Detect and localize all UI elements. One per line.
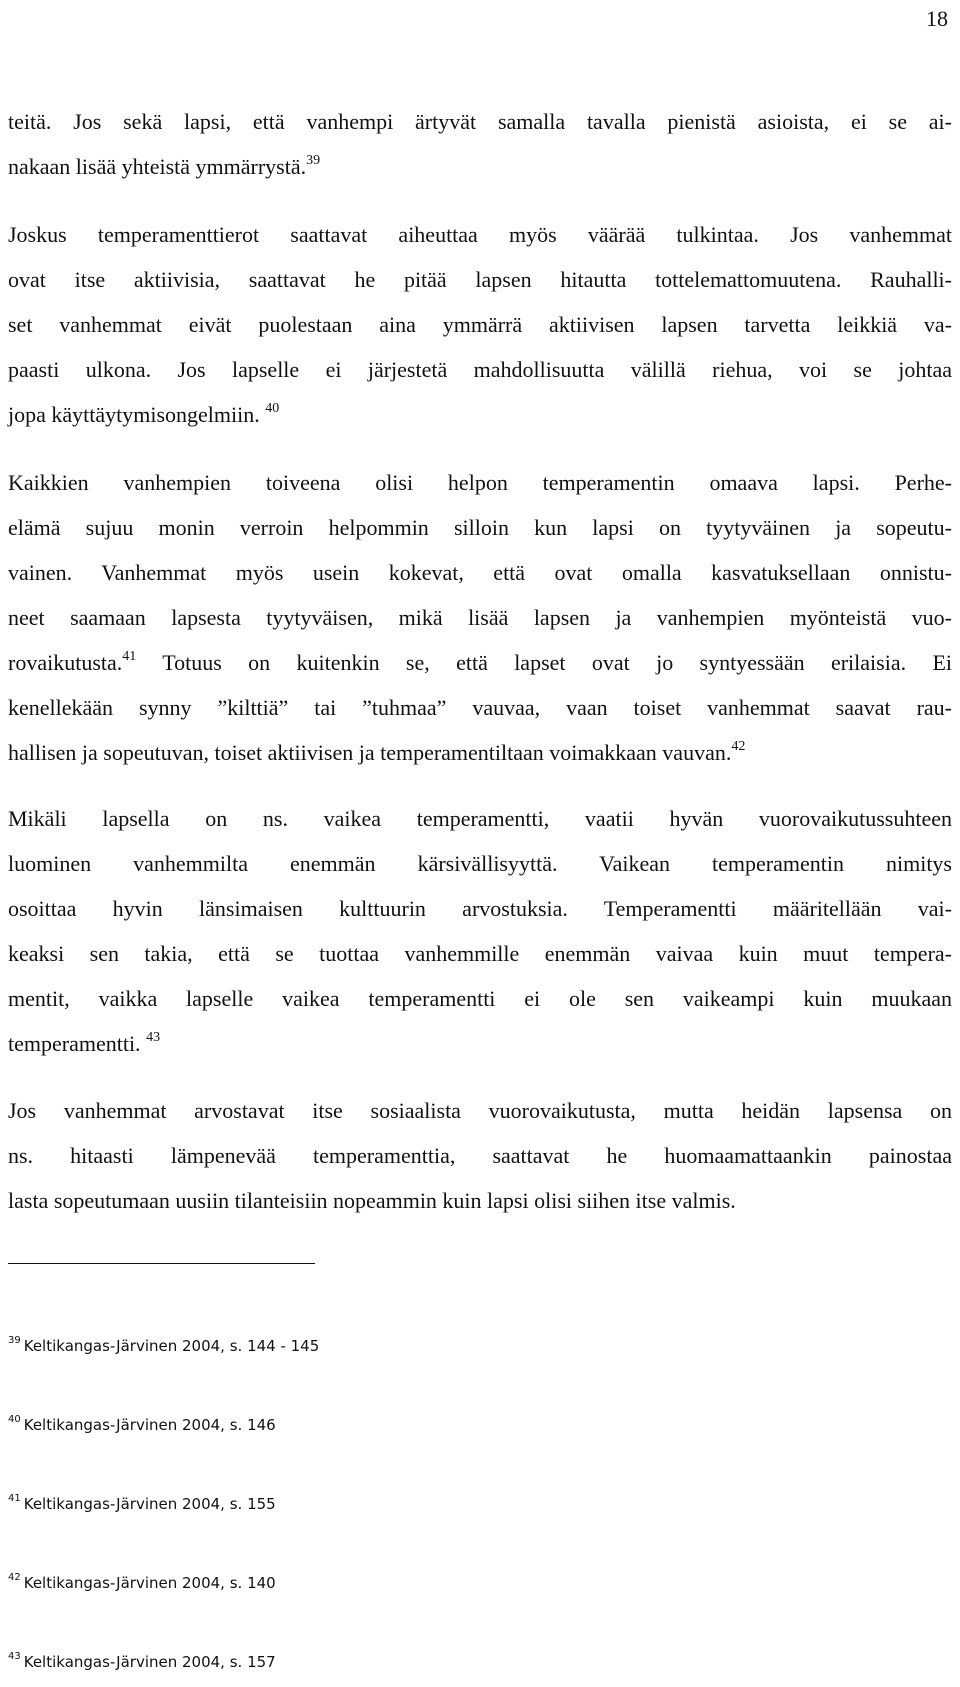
paragraph-3-line-7-text: hallisen ja sopeutuvan, toiset aktiivisen ja temperamentiltaan voimakkaan vauvan.: [8, 740, 732, 765]
paragraph-3-line-5: [8, 649, 952, 675]
paragraph-5-line-3: lasta sopeutumaan uusiin tilanteisiin nopeammin kuin lapsi olisi siihen itse valmis.: [8, 1188, 736, 1213]
footnote-number: 41: [8, 1493, 21, 1504]
paragraph-3-line-1: Kaikkien vanhempien toiveena olisi helpon temperamentin omaava lapsi. Perhe-: [8, 470, 952, 495]
footnote-number: 39: [8, 1335, 21, 1346]
paragraph-5-line-2: ns. hitaasti lämpenevää temperamenttia, saattavat he huomaamattaankin painostaa: [8, 1143, 952, 1168]
paragraph-3-line-5-continuation: Totuus on kuitenkin se, että lapset ovat jo syntyessään erilaisia. Ei: [162, 650, 952, 675]
footnote-40: [8, 1414, 276, 1434]
paragraph-2-line-5-text: jopa käyttäytymisongelmiin.: [8, 402, 260, 427]
paragraph-2-line-3: set vanhemmat eivät puolestaan aina ymmärrä aktiivisen lapsen tarvetta leikkiä va-: [8, 312, 952, 337]
footnote-39: [8, 1335, 320, 1355]
paragraph-2-line-5: [8, 401, 952, 427]
footnote-number: 42: [8, 1572, 21, 1583]
paragraph-1-line-2: [8, 153, 952, 179]
footnote-text: Keltikangas-Järvinen 2004, s. 157: [23, 1653, 276, 1671]
paragraph-1-line-1: teitä. Jos sekä lapsi, että vanhempi ärtyvät samalla tavalla pienistä asioista, ei se ai-: [8, 109, 952, 134]
paragraph-4-line-5: mentit, vaikka lapselle vaikea temperamentti ei ole sen vaikeampi kuin muukaan: [8, 986, 952, 1011]
paragraph-2-line-2: ovat itse aktiivisia, saattavat he pitää lapsen hitautta tottelemattomuutena. Rauhalli-: [8, 267, 952, 292]
paragraph-3-line-5-text: rovaikutusta.: [8, 650, 123, 675]
footnote-ref-41[interactable]: 41: [122, 649, 137, 664]
paragraph-3-line-3: vainen. Vanhemmat myös usein kokevat, että ovat omalla kasvatuksellaan onnistu-: [8, 560, 952, 585]
footnote-43: [8, 1651, 276, 1671]
paragraph-4-line-6: [8, 1030, 952, 1056]
footnote-text: Keltikangas-Järvinen 2004, s. 140: [23, 1574, 276, 1592]
paragraph-2-line-1: Joskus temperamenttierot saattavat aiheuttaa myös väärää tulkintaa. Jos vanhemmat: [8, 222, 952, 247]
paragraph-2-line-4: paasti ulkona. Jos lapselle ei järjestetä mahdollisuutta välillä riehua, voi se johtaa: [8, 357, 952, 382]
paragraph-3-line-6: kenellekään synny ”kilttiä” tai ”tuhmaa” vauvaa, vaan toiset vanhemmat saavat rau-: [8, 695, 952, 720]
footnote-number: 40: [8, 1414, 21, 1425]
paragraph-4-line-3: osoittaa hyvin länsimaisen kulttuurin arvostuksia. Temperamentti määritellään vai-: [8, 896, 952, 921]
footnote-text: Keltikangas-Järvinen 2004, s. 144 - 145: [23, 1337, 320, 1355]
paragraph-4-line-4: keaksi sen takia, että se tuottaa vanhemmille enemmän vaivaa kuin muut tempera-: [8, 941, 952, 966]
paragraph-4-line-1: Mikäli lapsella on ns. vaikea temperamentti, vaatii hyvän vuorovaikutussuhteen: [8, 806, 952, 831]
footnote-separator: [8, 1263, 315, 1264]
paragraph-4-line-6-text: temperamentti.: [8, 1031, 141, 1056]
paragraph-3-line-4: neet saamaan lapsesta tyytyväisen, mikä lisää lapsen ja vanhempien myönteistä vuo-: [8, 605, 952, 630]
paragraph-5-line-1: Jos vanhemmat arvostavat itse sosiaalista vuorovaikutusta, mutta heidän lapsensa on: [8, 1098, 952, 1123]
paragraph-4-line-2: luominen vanhemmilta enemmän kärsivällisyyttä. Vaikean temperamentin nimitys: [8, 851, 952, 876]
footnote-ref-40[interactable]: 40: [265, 401, 280, 416]
footnote-ref-39[interactable]: 39: [306, 153, 321, 168]
paragraph-3-line-7: [8, 739, 952, 765]
footnote-text: Keltikangas-Järvinen 2004, s. 146: [23, 1416, 276, 1434]
footnote-ref-43[interactable]: 43: [146, 1030, 161, 1045]
footnote-number: 43: [8, 1651, 21, 1662]
page-number: 18: [926, 6, 948, 31]
footnote-text: Keltikangas-Järvinen 2004, s. 155: [23, 1495, 276, 1513]
footnote-42: [8, 1572, 276, 1592]
paragraph-1-line-2-text: nakaan lisää yhteistä ymmärrystä.: [8, 154, 307, 179]
footnote-ref-42[interactable]: 42: [731, 739, 746, 754]
footnote-41: [8, 1493, 276, 1513]
paragraph-3-line-2: elämä sujuu monin verroin helpommin silloin kun lapsi on tyytyväinen ja sopeutu-: [8, 515, 952, 540]
